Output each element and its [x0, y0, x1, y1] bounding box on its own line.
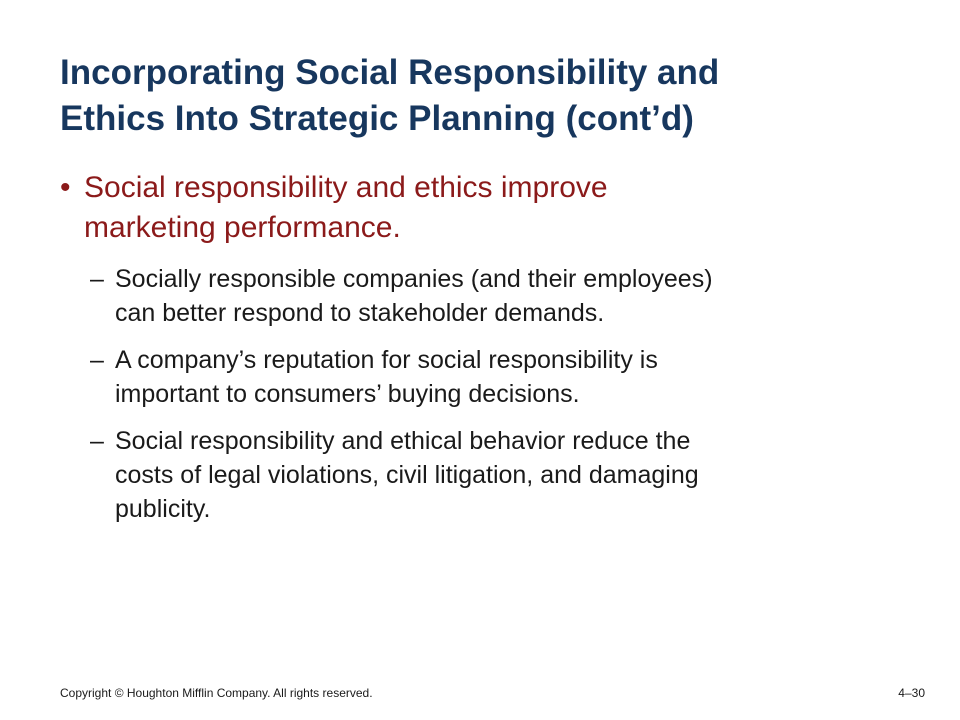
- sub-bullet-text: [115, 343, 890, 411]
- sub-bullet-list: [90, 262, 890, 539]
- sub-bullet-line: Social responsibility and ethical behavior reduce the: [115, 427, 691, 455]
- sub-bullet-line: Socially responsible companies (and their employees): [115, 265, 713, 293]
- title-line: Incorporating Social Responsibility and: [60, 53, 720, 92]
- title-line: Ethics Into Strategic Planning (cont’d): [60, 99, 694, 138]
- sub-bullet-line: A company’s reputation for social responsibility is: [115, 346, 658, 374]
- sub-bullet-marker: –: [90, 346, 104, 374]
- sub-bullet: [90, 343, 890, 411]
- bullet-marker: •: [60, 171, 71, 204]
- main-bullet-text: [84, 168, 900, 248]
- sub-bullet-marker: –: [90, 427, 104, 455]
- sub-bullet-line: publicity.: [115, 495, 211, 523]
- sub-bullet-text: [115, 262, 890, 330]
- copyright-notice: Copyright © Houghton Mifflin Company. All rights reserved.: [60, 686, 373, 700]
- sub-bullet-text: [115, 424, 890, 526]
- bullet-line: Social responsibility and ethics improve: [84, 171, 608, 204]
- sub-bullet-line: important to consumers’ buying decisions.: [115, 380, 580, 408]
- sub-bullet-line: can better respond to stakeholder demands.: [115, 299, 605, 327]
- slide-title: [60, 50, 920, 142]
- sub-bullet: [90, 424, 890, 526]
- page-number: 4–30: [898, 686, 925, 700]
- sub-bullet: [90, 262, 890, 330]
- sub-bullet-line: costs of legal violations, civil litigation, and damaging: [115, 461, 699, 489]
- bullet-line: marketing performance.: [84, 211, 401, 244]
- sub-bullet-marker: –: [90, 265, 104, 293]
- main-bullet: [60, 168, 900, 248]
